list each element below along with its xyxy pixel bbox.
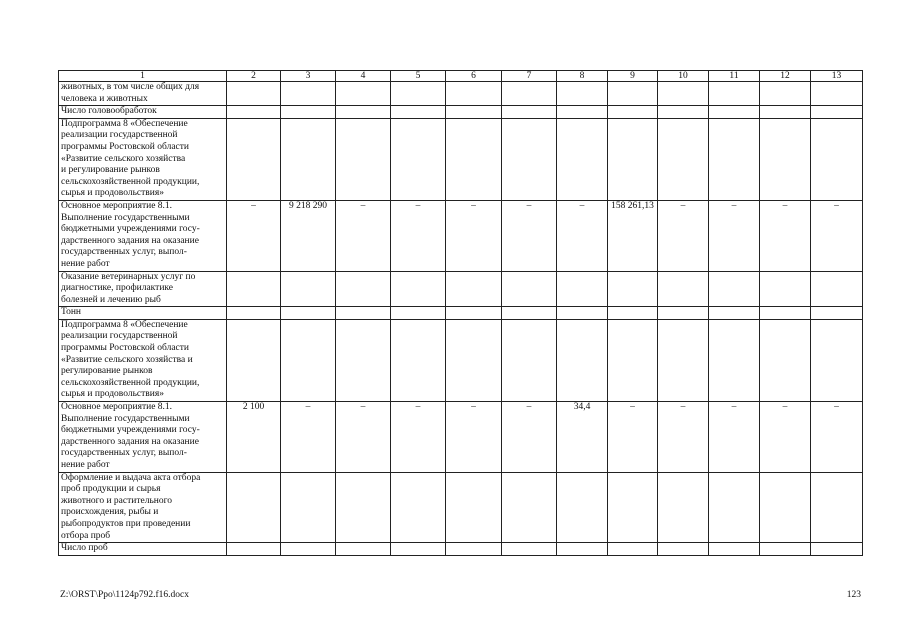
table-cell: [760, 82, 811, 106]
table-cell: –: [709, 200, 760, 271]
table-cell: [281, 82, 336, 106]
table-cell: [502, 271, 557, 307]
table-cell: [608, 319, 658, 401]
table-cell: [227, 82, 281, 106]
table-cell: [502, 319, 557, 401]
column-number: 13: [811, 71, 863, 82]
table-cell: [709, 319, 760, 401]
table-cell: [658, 543, 709, 556]
table-cell: –: [760, 402, 811, 473]
table-cell: –: [391, 402, 446, 473]
table-cell: [391, 271, 446, 307]
table-cell: [658, 319, 709, 401]
table-cell: [811, 307, 863, 320]
column-number: 5: [391, 71, 446, 82]
column-number: 7: [502, 71, 557, 82]
table-cell: –: [502, 200, 557, 271]
table-cell: [446, 271, 502, 307]
footer-file-path: Z:\ORST\Ppo\1124p792.f16.docx: [60, 590, 189, 600]
table-cell: [557, 319, 608, 401]
table-cell: [811, 319, 863, 401]
table-cell: [557, 543, 608, 556]
table-cell: [709, 543, 760, 556]
table-cell: –: [811, 200, 863, 271]
table-cell: [227, 271, 281, 307]
table-row: [59, 319, 863, 401]
table-cell: [760, 307, 811, 320]
table-cell: [658, 271, 709, 307]
row-label: Основное мероприятие 8.1. Выполнение государственными бюджетными учреждениями госу- дарственного задания на оказание государственных услуг, выпол- нение работ: [59, 200, 227, 271]
table-cell: [658, 472, 709, 543]
table-cell: [391, 543, 446, 556]
row-label: Оформление и выдача акта отбора проб продукции и сырья животного и растительного происхождения, рыбы и рыбопродуктов при проведении отбора проб: [59, 472, 227, 543]
table-cell: –: [608, 402, 658, 473]
table-cell: –: [658, 200, 709, 271]
table-cell: [760, 319, 811, 401]
table-cell: –: [709, 402, 760, 473]
row-label: Подпрограмма 8 «Обеспечение реализации государственной программы Ростовской области «Развитие сельского хозяйства и регулирование рынков сельскохозяйственной продукции, сырья и продовольствия»: [59, 118, 227, 200]
table-cell: [502, 543, 557, 556]
table-cell: [557, 472, 608, 543]
table-cell: 9 218 290: [281, 200, 336, 271]
table-cell: [336, 319, 391, 401]
table-cell: [446, 106, 502, 119]
table-cell: [709, 307, 760, 320]
table-cell: [281, 307, 336, 320]
table-cell: [811, 271, 863, 307]
table-cell: [760, 271, 811, 307]
table-cell: –: [227, 200, 281, 271]
table-cell: –: [557, 200, 608, 271]
table-cell: [557, 106, 608, 119]
table-row: [59, 106, 863, 119]
table-cell: [709, 472, 760, 543]
table-cell: [658, 82, 709, 106]
table-row: [59, 82, 863, 106]
table-cell: [227, 307, 281, 320]
table-row: [59, 402, 863, 473]
table-cell: [281, 319, 336, 401]
table-cell: [608, 543, 658, 556]
table-cell: [336, 543, 391, 556]
table-cell: [281, 472, 336, 543]
table-row: [59, 307, 863, 320]
table-cell: [811, 543, 863, 556]
table-cell: [502, 118, 557, 200]
table-cell: [502, 307, 557, 320]
table-cell: [608, 307, 658, 320]
table-cell: 158 261,13: [608, 200, 658, 271]
table-cell: [760, 106, 811, 119]
row-label: Тонн: [59, 307, 227, 320]
table-cell: [811, 472, 863, 543]
row-label: Оказание ветеринарных услуг по диагностике, профилактике болезней и лечению рыб: [59, 271, 227, 307]
table-cell: [658, 307, 709, 320]
table-cell: –: [391, 200, 446, 271]
table-cell: [281, 543, 336, 556]
column-number: 11: [709, 71, 760, 82]
table-cell: –: [760, 200, 811, 271]
table-cell: [502, 472, 557, 543]
table-cell: [336, 472, 391, 543]
table-cell: [227, 319, 281, 401]
table-cell: [709, 82, 760, 106]
table-cell: [336, 118, 391, 200]
table-cell: [336, 307, 391, 320]
table-cell: [760, 118, 811, 200]
table-cell: –: [811, 402, 863, 473]
table-cell: [446, 307, 502, 320]
table-cell: [391, 82, 446, 106]
table-cell: [760, 543, 811, 556]
column-number: 8: [557, 71, 608, 82]
table-cell: [557, 118, 608, 200]
table-cell: –: [658, 402, 709, 473]
column-number: 1: [59, 71, 227, 82]
table-cell: [658, 106, 709, 119]
table-cell: [608, 271, 658, 307]
table-cell: [811, 106, 863, 119]
table-cell: [811, 118, 863, 200]
row-label: Основное мероприятие 8.1. Выполнение государственными бюджетными учреждениями госу- дарственного задания на оказание государственных услуг, выпол- нение работ: [59, 402, 227, 473]
table-cell: 2 100: [227, 402, 281, 473]
table-cell: [446, 319, 502, 401]
table-cell: [502, 106, 557, 119]
table-cell: [502, 82, 557, 106]
table-row: [59, 472, 863, 543]
table-cell: –: [446, 200, 502, 271]
table-cell: –: [336, 200, 391, 271]
table-cell: [391, 307, 446, 320]
table-cell: –: [336, 402, 391, 473]
column-number: 4: [336, 71, 391, 82]
data-table: [58, 70, 863, 556]
table-cell: [446, 82, 502, 106]
row-label: Число проб: [59, 543, 227, 556]
table-cell: [391, 106, 446, 119]
row-label: Число головообработок: [59, 106, 227, 119]
table-row: [59, 271, 863, 307]
table-cell: [608, 472, 658, 543]
table-cell: [557, 307, 608, 320]
table-cell: [281, 118, 336, 200]
table-cell: –: [281, 402, 336, 473]
table-cell: [336, 82, 391, 106]
column-number: 2: [227, 71, 281, 82]
table-cell: [227, 543, 281, 556]
table-row: [59, 118, 863, 200]
table-cell: [446, 472, 502, 543]
column-number-row: [59, 71, 863, 82]
column-number: 12: [760, 71, 811, 82]
table-cell: [709, 271, 760, 307]
table-cell: 34,4: [557, 402, 608, 473]
column-number: 3: [281, 71, 336, 82]
table-cell: [658, 118, 709, 200]
table-cell: [227, 472, 281, 543]
table-cell: [391, 118, 446, 200]
table-cell: [227, 106, 281, 119]
table-cell: –: [446, 402, 502, 473]
row-label: Подпрограмма 8 «Обеспечение реализации государственной программы Ростовской области «Развитие сельского хозяйства и регулирование рынков сельскохозяйственной продукции, сырья и продовольствия»: [59, 319, 227, 401]
table-cell: –: [502, 402, 557, 473]
table-cell: [227, 118, 281, 200]
table-cell: [557, 271, 608, 307]
table-cell: [608, 106, 658, 119]
table-cell: [709, 118, 760, 200]
table-row: [59, 200, 863, 271]
table-row: [59, 543, 863, 556]
table-cell: [391, 472, 446, 543]
row-label: животных, в том числе общих для человека и животных: [59, 82, 227, 106]
table-cell: [336, 271, 391, 307]
table-cell: [281, 271, 336, 307]
table-cell: [446, 543, 502, 556]
table-cell: [608, 82, 658, 106]
column-number: 6: [446, 71, 502, 82]
column-number: 9: [608, 71, 658, 82]
table-cell: [760, 472, 811, 543]
table-cell: [446, 118, 502, 200]
table-cell: [608, 118, 658, 200]
table-cell: [281, 106, 336, 119]
table-cell: [709, 106, 760, 119]
footer-page-number: 123: [846, 590, 861, 600]
table-cell: [336, 106, 391, 119]
table-cell: [391, 319, 446, 401]
table-cell: [811, 82, 863, 106]
column-number: 10: [658, 71, 709, 82]
table-cell: [557, 82, 608, 106]
